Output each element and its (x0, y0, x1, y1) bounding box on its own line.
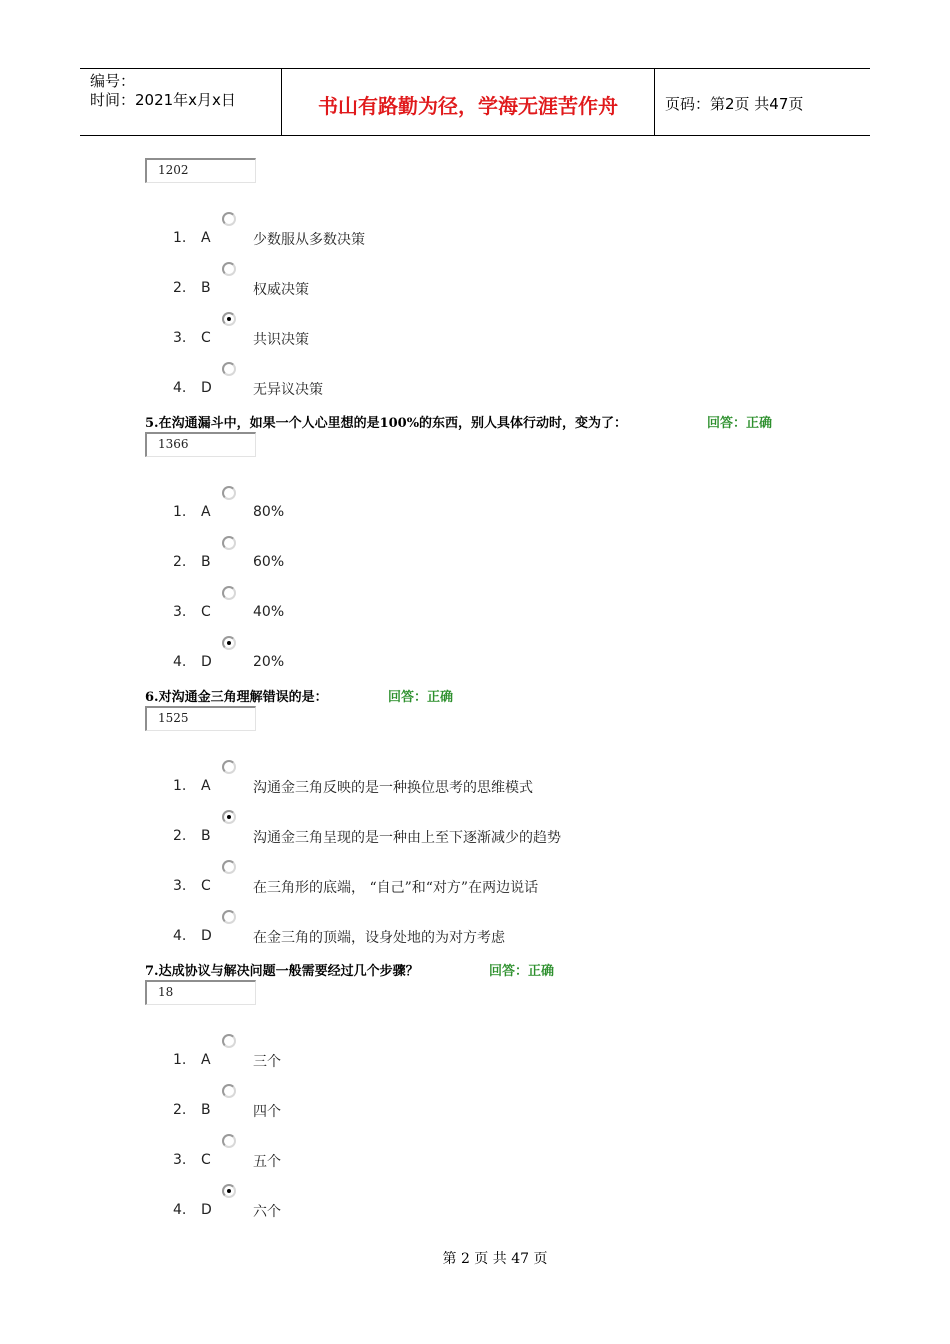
option-text: 权威决策 (253, 282, 309, 298)
option-letter: A (201, 504, 211, 520)
option-text: 20% (253, 654, 285, 670)
option-letter: D (201, 380, 212, 396)
option-letter: B (201, 1102, 211, 1118)
question-title: 6.对沟通金三角理解错误的是： (145, 690, 328, 705)
option-text: 三个 (253, 1054, 281, 1070)
question-title: 5.在沟通漏斗中，如果一个人心里想的是100%的东西，别人具体行动时，变为了： (145, 416, 628, 431)
option-text: 共识决策 (253, 332, 309, 348)
question-id-box: 1202 (145, 158, 256, 183)
radio-option-d[interactable] (222, 910, 236, 924)
option-number: 1. (173, 230, 187, 246)
option-letter: D (201, 654, 212, 670)
option-letter: B (201, 554, 211, 570)
option-text: 六个 (253, 1204, 281, 1220)
header-bottom-rule (80, 135, 870, 136)
option-text: 少数服从多数决策 (253, 232, 365, 248)
option-number: 2. (173, 1102, 187, 1118)
radio-option-c[interactable] (222, 1134, 236, 1148)
option-text: 60% (253, 554, 285, 570)
option-letter: A (201, 1052, 211, 1068)
answer-status: 回答：正确 (707, 416, 773, 431)
option-text: 在三角形的底端， “自己”和“对方”在两边说话 (253, 880, 539, 896)
option-text: 沟通金三角反映的是一种换位思考的思维模式 (253, 780, 533, 796)
option-letter: B (201, 828, 211, 844)
option-letter: D (201, 928, 212, 944)
radio-option-a[interactable] (222, 760, 236, 774)
option-letter: A (201, 778, 211, 794)
answer-status: 回答：正确 (489, 964, 555, 979)
option-number: 2. (173, 554, 187, 570)
option-letter: B (201, 280, 211, 296)
option-number: 1. (173, 778, 187, 794)
option-number: 2. (173, 828, 187, 844)
question-id-box: 1366 (145, 432, 256, 457)
option-number: 4. (173, 654, 187, 670)
option-text: 五个 (253, 1154, 281, 1170)
option-letter: A (201, 230, 211, 246)
option-number: 3. (173, 1152, 187, 1168)
radio-option-b[interactable] (222, 810, 236, 824)
question-title: 7.达成协议与解决问题一般需要经过几个步骤？ (145, 964, 419, 979)
header-page-info: 页码：第2页 共47页 (665, 95, 804, 113)
radio-option-d[interactable] (222, 1184, 236, 1198)
header-left (90, 72, 236, 110)
option-number: 1. (173, 1052, 187, 1068)
radio-option-b[interactable] (222, 1084, 236, 1098)
option-text: 四个 (253, 1104, 281, 1120)
radio-option-c[interactable] (222, 312, 236, 326)
time-label: 时间：2021年x月x日 (90, 91, 236, 109)
option-text: 无异议决策 (253, 382, 323, 398)
option-letter: C (201, 878, 211, 894)
header-motto: 书山有路勤为径，学海无涯苦作舟 (318, 94, 618, 118)
option-number: 3. (173, 604, 187, 620)
option-letter: C (201, 330, 211, 346)
option-text: 80% (253, 504, 285, 520)
radio-option-d[interactable] (222, 362, 236, 376)
radio-option-c[interactable] (222, 586, 236, 600)
option-letter: C (201, 1152, 211, 1168)
radio-option-b[interactable] (222, 536, 236, 550)
option-text: 40% (253, 604, 285, 620)
page-footer: 第 2 页 共 47 页 (442, 1251, 548, 1267)
option-text: 在金三角的顶端，设身处地的为对方考虑 (253, 930, 505, 946)
option-text: 沟通金三角呈现的是一种由上至下逐渐减少的趋势 (253, 830, 561, 846)
option-number: 4. (173, 1202, 187, 1218)
radio-option-a[interactable] (222, 1034, 236, 1048)
option-number: 4. (173, 380, 187, 396)
option-number: 3. (173, 330, 187, 346)
radio-option-a[interactable] (222, 486, 236, 500)
question-id-box: 1525 (145, 706, 256, 731)
radio-option-a[interactable] (222, 212, 236, 226)
question-id-box: 18 (145, 980, 256, 1005)
option-number: 2. (173, 280, 187, 296)
header-divider-right (654, 68, 655, 136)
radio-option-d[interactable] (222, 636, 236, 650)
answer-status: 回答：正确 (388, 690, 454, 705)
radio-option-b[interactable] (222, 262, 236, 276)
number-label: 编号： (90, 72, 136, 90)
header-top-rule (80, 68, 870, 69)
option-number: 4. (173, 928, 187, 944)
radio-option-c[interactable] (222, 860, 236, 874)
option-number: 1. (173, 504, 187, 520)
option-letter: D (201, 1202, 212, 1218)
option-letter: C (201, 604, 211, 620)
option-number: 3. (173, 878, 187, 894)
